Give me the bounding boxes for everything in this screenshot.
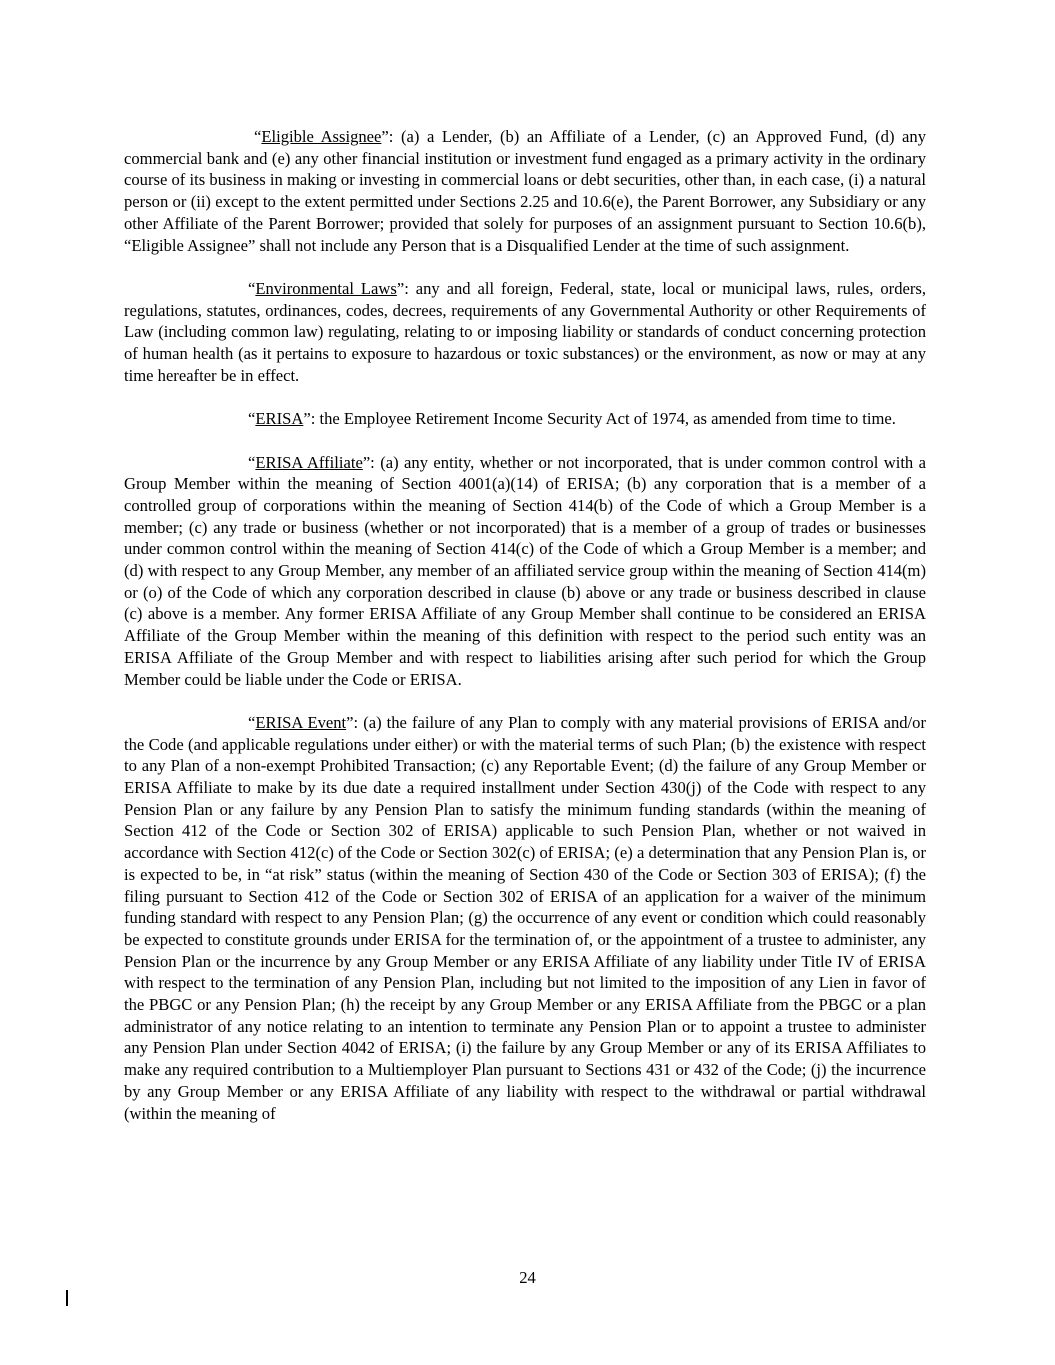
definition-text: the Employee Retirement Income Security Act of 1974, as amended from time to time. [319,409,896,429]
open-quote: “ [248,712,256,732]
page-number: 24 [519,1268,536,1287]
definition-erisa-event [124,712,926,1124]
definition-text: any and all foreign, Federal, state, local or municipal laws, rules, orders, regulations, statutes, ordinances, codes, decrees, requirements of any Governmental Authority or other Requirements of Law (including common law) regulating, relating to or imposing liability or standards of conduct concerning protection of human health (as it pertains to exposure to hazardous or toxic substances) or the environment, as now or may at any time hereafter be in effect. [124,278,926,385]
defined-term: ERISA [255,409,304,429]
term-delimiter: ”: [381,127,401,146]
definition-text: (a) the failure of any Plan to comply with any material provisions of ERISA and/or the Code (and applicable regulations under either) or with the material terms of such Plan; (b) the existence with respect to any Plan of a non-exempt Prohibited Transaction; (c) any Reportable Event; (d) the failure of any Group Member or ERISA Affiliate to make by its due date a required installment under Section 430(j) of the Code with respect to any Pension Plan or any failure by any Pension Plan to satisfy the minimum funding standards (within the meaning of Section 412 of the Code or Section 302 of ERISA) applicable to such Pension Plan, whether or not waived in accordance with Section 412(c) of the Code or Section 302(c) of ERISA; (e) a determination that any Pension Plan is, or is expected to be, in “at risk” status (within the meaning of Section 430 of the Code or Section 303 of ERISA); (f) the filing pursuant to Section 412 of the Code or Section 302 of ERISA of an application for a waiver of the minimum funding standard with respect to any Pension Plan; (g) the occurrence of any event or condition which could reasonably be expected to constitute grounds under ERISA for the termination of, or the appointment of a trustee to administer, any Pension Plan or the incurrence by any Group Member or any ERISA Affiliate of any liability under Title IV of ERISA with respect to the termination of any Pension Plan, including but not limited to the imposition of any Lien in favor of the PBGC or any Pension Plan; (h) the receipt by any Group Member or any ERISA Affiliate from the PBGC or a plan administrator of any notice relating to an intention to terminate any Pension Plan or to appoint a trustee to administer any Pension Plan under Section 4042 of ERISA; (i) the failure by any Group Member or any of its ERISA Affiliates to make any required contribution to a Multiemployer Plan pursuant to Sections 431 or 432 of the Code; (j) the incurrence by any Group Member or any ERISA Affiliate of any liability with respect to the withdrawal or partial withdrawal (within the meaning of [124,712,926,1123]
open-quote: “ [254,127,262,146]
defined-term: Eligible Assignee [261,127,382,146]
revision-change-bar [66,1290,68,1306]
definition-eligible-assignee [124,126,926,256]
open-quote: “ [248,278,256,298]
document-body [124,126,926,1146]
definition-text: (a) any entity, whether or not incorporated, that is under common control with a Group Member within the meaning of Section 4001(a)(14) of ERISA; (b) any corporation that is a member of a controlled group of corporations within the meaning of Section 414(b) of the Code of which a Group Member is a member; (c) any trade or business (whether or not incorporated) that is a member of a group of trades or businesses under common control within the meaning of Section 414(c) of the Code of which a Group Member is a member; and (d) with respect to any Group Member, any member of an affiliated service group within the meaning of Section 414(m) or (o) of the Code of which any corporation described in clause (b) above or any trade or business described in clause (c) above is a member. Any former ERISA Affiliate of any Group Member shall continue to be considered an ERISA Affiliate of the Group Member within the meaning of this definition with respect to the period such entity was an ERISA Affiliate of the Group Member and with respect to liabilities arising after such period for which the Group Member could be liable under the Code or ERISA. [124,452,927,689]
definition-environmental-laws [124,278,926,387]
term-delimiter: ”: [362,452,381,472]
definition-erisa-affiliate [124,452,926,691]
open-quote: “ [248,409,256,429]
open-quote: “ [248,452,256,472]
term-delimiter: ”: [303,409,320,429]
definition-text: (a) a Lender, (b) an Affiliate of a Lender, (c) an Approved Fund, (d) any commercial bank and (e) any other financial institution or investment fund engaged as a primary activity in the ordinary course of its business in making or investing in commercial loans or debt securities, other than, in each case, (i) a natural person or (ii) except to the extent permitted under Sections 2.25 and 10.6(e), the Parent Borrower, any Subsidiary or any other Affiliate of the Parent Borrower; provided that solely for purposes of an assignment pursuant to Section 10.6(b), “Eligible Assignee” shall not include any Person that is a Disqualified Lender at the time of such assignment. [124,127,927,255]
definition-erisa [124,408,926,430]
term-delimiter: ”: [396,278,416,298]
defined-term: ERISA Affiliate [255,452,363,472]
defined-term: Environmental Laws [255,278,397,298]
defined-term: ERISA Event [255,712,347,732]
term-delimiter: ”: [346,712,364,732]
